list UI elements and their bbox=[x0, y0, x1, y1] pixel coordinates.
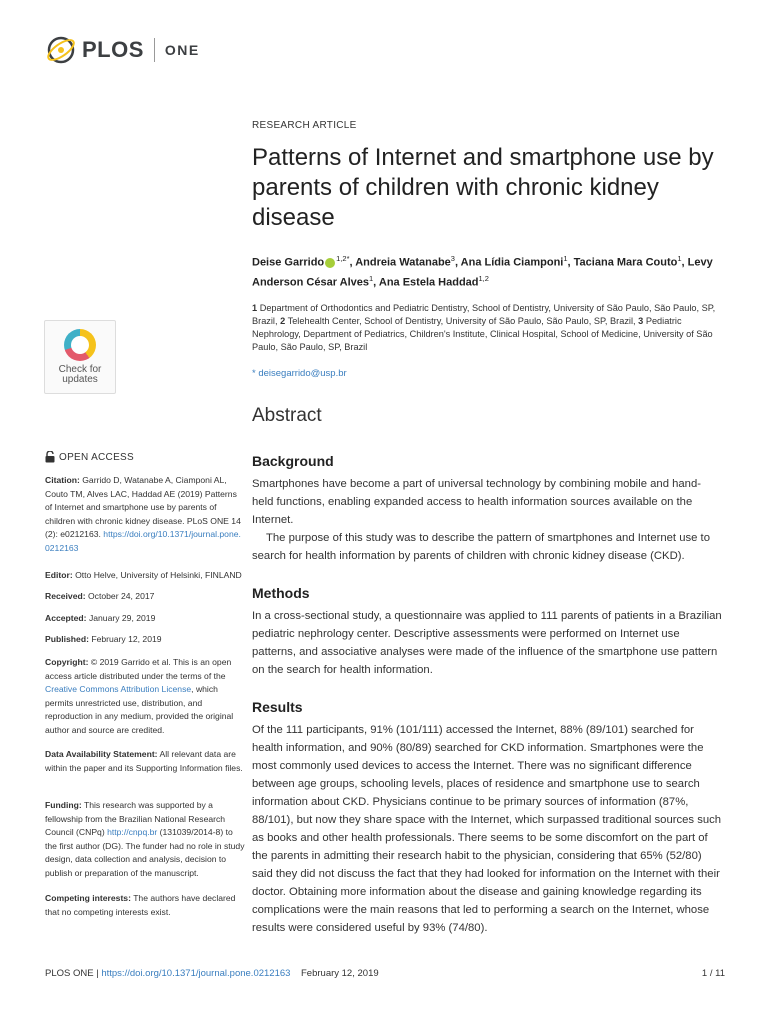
background-paragraph: The purpose of this study was to describe the pattern of smartphones and Internet use to search for health information by parents of children with chronic kidney disease (CKD). bbox=[252, 532, 710, 563]
copyright-label: Copyright: bbox=[45, 657, 89, 667]
copyright-block bbox=[45, 656, 245, 737]
published-block bbox=[45, 633, 245, 647]
cnpq-link[interactable]: http://cnpq.br bbox=[107, 827, 158, 837]
affil-number: 1 bbox=[252, 303, 258, 314]
accepted-date: January 29, 2019 bbox=[88, 613, 156, 623]
citation-label: Citation: bbox=[45, 475, 80, 485]
funding-block bbox=[45, 799, 245, 880]
cc-license-link[interactable]: Creative Commons Attribution License bbox=[45, 684, 192, 694]
citation-text: Garrido D, Watanabe A, Ciamponi AL, Couto TM, Alves LAC, Haddad AE (2019) Patterns of Internet and smartphone use by parents of children with chronic kidney disease. PLoS ONE 14 (2): e0212163. bbox=[45, 475, 241, 539]
author-affil-sup: 1,2 bbox=[336, 254, 347, 263]
copyright-text: © 2019 Garrido et al. This is an open access article distributed under the terms of the bbox=[45, 657, 232, 681]
author-affil-sup: 1,2 bbox=[478, 273, 489, 283]
competing-interests-label: Competing interests: bbox=[45, 893, 131, 903]
logo-plos-text: PLOS bbox=[82, 37, 144, 62]
author-list: Deise Garrido $^{1,2*}$, Andreia Watanabe$^3$, Ana Lídia Ciamponi$^1$, Taciana Mara Couto$^1$, Levy Anderson César Alves$^1$, Ana Estela Haddad$^{1,2}$ bbox=[252, 254, 713, 289]
badge-label: Check for updates bbox=[58, 364, 102, 385]
funding-label: Funding: bbox=[45, 800, 82, 810]
author-name[interactable]: Andreia Watanabe bbox=[355, 256, 451, 269]
accepted-label: Accepted: bbox=[45, 613, 87, 623]
plos-one-logo bbox=[44, 32, 200, 68]
affil-text: Department of Orthodontics and Pediatric Dentistry, School of Dentistry, University of São Paulo, São Paulo, SP, Brazil, bbox=[252, 303, 716, 327]
author-name[interactable]: Ana Estela Haddad bbox=[378, 276, 479, 289]
crossmark-icon bbox=[64, 329, 96, 361]
logo-journal-text: ONE bbox=[164, 42, 200, 58]
abstract-heading: Abstract bbox=[252, 405, 322, 427]
data-availability-text: All relevant data are within the paper and its Supporting Information files. bbox=[45, 749, 243, 773]
background-heading: Background bbox=[252, 453, 334, 470]
received-block bbox=[45, 590, 245, 604]
logo-divider bbox=[154, 38, 155, 62]
open-access-text: OPEN ACCESS bbox=[59, 451, 134, 463]
article-title: Patterns of Internet and smartphone use by parents of children with chronic kidney disease bbox=[252, 144, 714, 231]
plos-logo-icon bbox=[44, 33, 78, 67]
footer-date: February 12, 2019 bbox=[301, 968, 379, 979]
author-affil-sup: 1 bbox=[368, 273, 374, 283]
footer-journal: PLOS ONE | bbox=[45, 968, 99, 979]
affil-text: Pediatric Nephrology, Department of Pediatrics, Children's Institute, Clinical Hospital, School of Medicine, University of São Paulo, São Paulo, SP, Brazil bbox=[252, 316, 713, 353]
accepted-block bbox=[45, 612, 245, 626]
funding-text: This research was supported by a fellowship from the Brazilian National Research Council (CNPq) bbox=[45, 800, 226, 837]
article-type: RESEARCH ARTICLE bbox=[252, 120, 357, 131]
published-label: Published: bbox=[45, 634, 89, 644]
results-paragraph: Of the 111 participants, 91% (101/111) accessed the Internet, 88% (89/101) searched for health information, and 90% (80/89) searched for CKD information. Smartphones were the most commonly used devices to access the Internet. There was no significant difference between age groups, schooling levels, places of residence and smartphone use to search information about CKD. Physicians continue to be primary sources of information (87%, 88/101), but now they share space with the Internet, which surpassed traditional sources such as books and other health professionals. There seems to be some discomfort on the part of the parents in admitting their research habit to the physician, considering that 65% (52/80) said they did not discuss the fact that they had looked for information on the Internet with their doctor. Obtaining more information about the disease and gaining knowledge regarding its complications were the main reasons that led to performing a search on the Internet, whose results were considered useful by 93% (74/80). bbox=[252, 724, 722, 935]
corresponding-mark: * bbox=[346, 254, 350, 263]
funding-text-end: (131039/2014-8) to the first author (DG). The funder had no role in study design, data collection and analysis, decision to publish or preparation of the manuscript. bbox=[45, 827, 245, 878]
editor-block bbox=[45, 569, 245, 583]
author-affil-sup: 1 bbox=[677, 254, 682, 263]
data-availability-block bbox=[45, 748, 245, 775]
affil-number: 3 bbox=[638, 316, 644, 327]
author-affil-sup: 3 bbox=[450, 254, 455, 263]
received-date: October 24, 2017 bbox=[88, 591, 155, 601]
competing-interests-text: The authors have declared that no competing interests exist. bbox=[45, 893, 236, 917]
open-access-label bbox=[45, 451, 134, 463]
methods-heading: Methods bbox=[252, 585, 310, 602]
page-number: 1 / 11 bbox=[701, 968, 725, 979]
check-for-updates-badge[interactable] bbox=[44, 320, 116, 394]
open-lock-icon bbox=[45, 451, 55, 463]
orcid-icon[interactable] bbox=[325, 258, 335, 268]
editor-text: Otto Helve, University of Helsinki, FINLAND bbox=[75, 570, 242, 580]
author-name[interactable]: Taciana Mara Couto bbox=[573, 256, 678, 269]
published-date: February 12, 2019 bbox=[91, 634, 162, 644]
author-name[interactable]: Ana Lídia Ciamponi bbox=[460, 256, 564, 269]
article-main bbox=[252, 120, 722, 937]
competing-interests-block bbox=[45, 892, 245, 919]
affiliations bbox=[252, 302, 722, 354]
citation-block bbox=[45, 474, 245, 555]
editor-label: Editor: bbox=[45, 570, 73, 580]
footer-doi-link[interactable]: https://doi.org/10.1371/journal.pone.0212163 bbox=[101, 968, 291, 979]
page-footer bbox=[45, 968, 725, 979]
received-label: Received: bbox=[45, 591, 86, 601]
copyright-text-end: , which permits unrestricted use, distribution, and reproduction in any medium, provided the original author and source are credited. bbox=[45, 684, 234, 735]
results-heading: Results bbox=[252, 699, 303, 716]
citation-doi-link[interactable]: https://doi.org/10.1371/journal.pone.0212163 bbox=[45, 529, 241, 553]
author-affil-sup: 1 bbox=[563, 254, 568, 263]
affil-text: Telehealth Center, School of Dentistry, University of São Paulo, São Paulo, SP, Brazil, bbox=[287, 316, 636, 327]
affil-number: 2 bbox=[280, 316, 286, 327]
author-name[interactable]: Deise Garrido bbox=[252, 256, 325, 269]
background-paragraph: Smartphones have become a part of universal technology by combining mobile and hand-held functions, enabling expanded access to health information sources available on the Internet. bbox=[252, 478, 702, 527]
data-availability-label: Data Availability Statement: bbox=[45, 749, 158, 759]
corresponding-email-link[interactable]: * deisegarrido@usp.br bbox=[252, 368, 347, 380]
methods-paragraph: In a cross-sectional study, a questionnaire was applied to 111 parents of patients in a Brazilian pediatric nephrology center. Descriptive assessments were performed on Internet use patterns, and associative analyses were made of the influence of the smartphone use pattern on the search for health information. bbox=[252, 610, 722, 677]
author-name[interactable]: Levy Anderson César Alves bbox=[252, 256, 713, 289]
